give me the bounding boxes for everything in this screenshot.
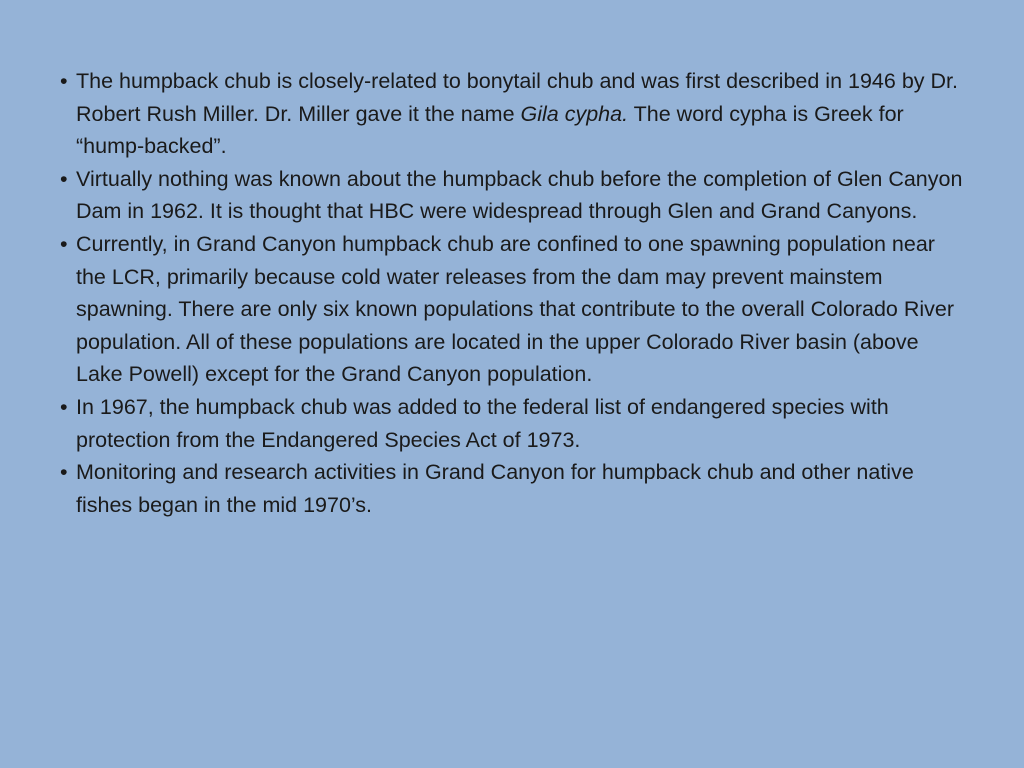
bullet-marker: • [60, 460, 68, 485]
bullet-item-current-status [60, 228, 970, 391]
bullet-item-monitoring [60, 456, 970, 521]
bullet-text [76, 69, 958, 158]
bullet-text: Virtually nothing was known about the humpback chub before the completion of Glen Canyon Dam in 1962. It is thought that HBC were widespread through Glen and Grand Canyons. [76, 166, 963, 224]
bullet-text: In 1967, the humpback chub was added to the federal list of endangered species with protection from the Endangered Species Act of 1973. [76, 394, 889, 452]
bullet-list [60, 65, 970, 521]
bullet-text-part: The word cypha is Greek for “hump-backed”. [76, 101, 904, 159]
bullet-item-endangered-listing [60, 391, 970, 456]
bullet-marker: • [60, 166, 68, 191]
bullet-marker: • [60, 394, 68, 419]
species-name: Gila cypha. [520, 101, 629, 126]
bullet-item-description [60, 65, 970, 163]
bullet-item-history [60, 163, 970, 228]
bullet-text: Currently, in Grand Canyon humpback chub are confined to one spawning population near the LCR, primarily because cold water releases from the dam may prevent mainstem spawning. There are only six known populations that contribute to the overall Colorado River population. All of these populations are located in the upper Colorado River basin (above Lake Powell) except for the Grand Canyon population. [76, 231, 955, 387]
bullet-marker: • [60, 69, 68, 93]
bullet-marker: • [60, 231, 68, 256]
bullet-text: Monitoring and research activities in Grand Canyon for humpback chub and other native fishes began in the mid 1970’s. [76, 460, 914, 517]
bullet-text-part: The humpback chub is closely-related to bonytail chub and was first described in 1946 by Dr. Robert Rush Miller. Dr. Miller gave it the name [76, 69, 958, 126]
